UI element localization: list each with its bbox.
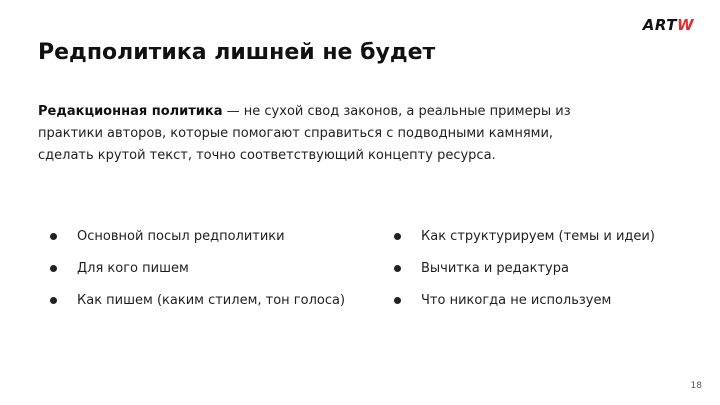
list-item-label: Как пишем (каким стилем, тон голоса) xyxy=(77,293,346,308)
bullet-list-right xyxy=(394,226,704,322)
bullet-dot-icon xyxy=(50,233,57,240)
slide-title: Редполитика лишней не будет xyxy=(38,40,436,65)
list-item-label: Основной посыл редполитики xyxy=(77,229,285,244)
bullet-dot-icon xyxy=(394,297,401,304)
page-number: 18 xyxy=(690,381,702,391)
list-item-label: Как структурируем (темы и идеи) xyxy=(421,229,655,244)
bullet-dot-icon xyxy=(50,297,57,304)
intro-paragraph xyxy=(38,101,598,167)
list-item-label: Что никогда не используем xyxy=(421,293,612,308)
list-item xyxy=(50,290,370,322)
list-item xyxy=(394,258,704,290)
logo-text: ART xyxy=(642,16,677,34)
bullet-dot-icon xyxy=(394,233,401,240)
list-item xyxy=(394,290,704,322)
list-item-label: Для кого пишем xyxy=(77,261,189,276)
bullet-dot-icon xyxy=(50,265,57,272)
list-item xyxy=(394,226,704,258)
list-item-label: Вычитка и редактура xyxy=(421,261,569,276)
intro-text: — не сухой свод законов, а реальные примеры из практики авторов, которые помогают справиться с подводными камнями, сделать крутой текст, точно соответствующий концепту ресурса. xyxy=(38,104,571,163)
intro-bold-term: Редакционная политика xyxy=(38,104,223,119)
logo-accent-letter: W xyxy=(676,16,694,34)
list-item xyxy=(50,226,370,258)
bullet-dot-icon xyxy=(394,265,401,272)
list-item xyxy=(50,258,370,290)
brand-logo xyxy=(643,18,694,33)
bullet-list-left xyxy=(50,226,370,322)
